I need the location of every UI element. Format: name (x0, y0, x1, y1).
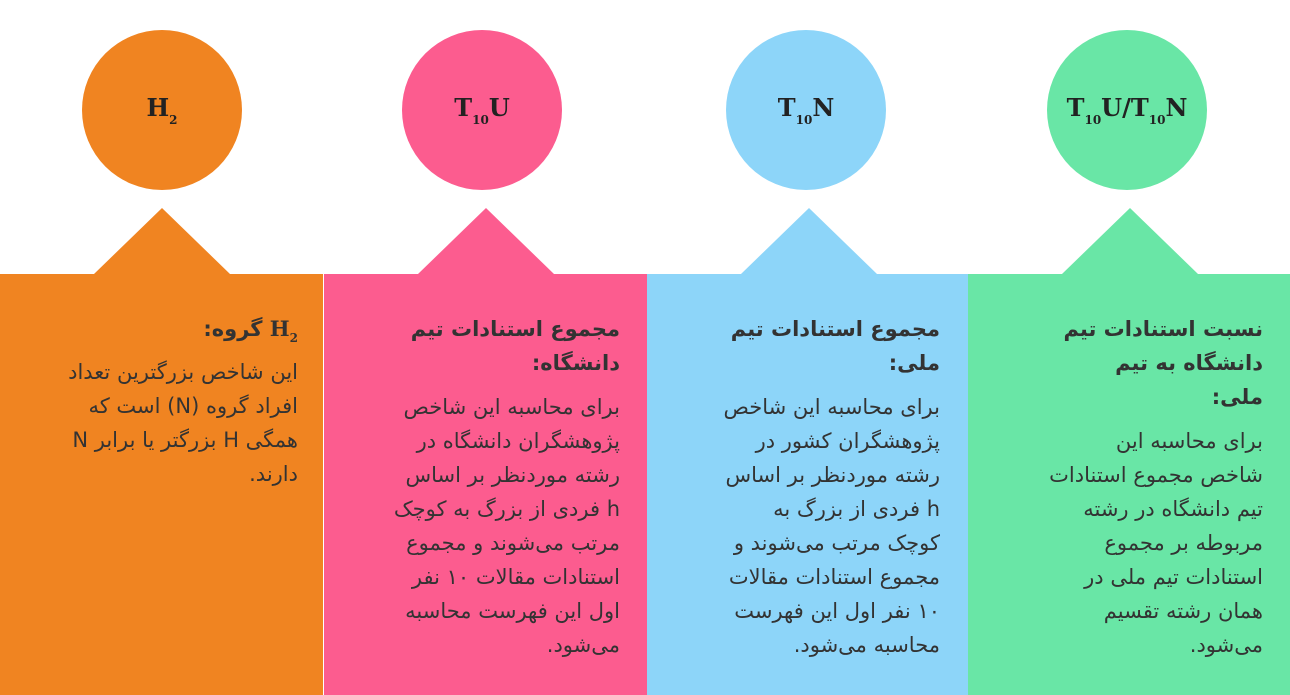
h2-panel-title: $H_2$ گروه: (203, 316, 298, 345)
h2-circle-label: $H_2$ (146, 93, 178, 127)
t10u-panel (324, 274, 647, 695)
ratio-circle-label: $T_{10}U/T_{10}N$ (1066, 93, 1188, 127)
t10u-panel-body: برای محاسبه این شاخص پژوهشگران دانشگاه در رشته موردنظر بر اساس h فردی از بزرگ به کوچک مرتب می‌شوند و مجموع استنادات مقالات ۱۰ نفر اول این فهرست محاسبه می‌شود. (393, 395, 620, 657)
t10u-panel-content (388, 312, 620, 662)
t10n-panel-content (680, 312, 940, 662)
ratio-circle (1047, 30, 1207, 190)
t10n-circle (726, 30, 886, 190)
t10u-panel-pointer (418, 208, 554, 274)
t10u-circle (402, 30, 562, 190)
ratio-panel-body: برای محاسبه این شاخص مجموع استنادات تیم دانشگاه در رشته مربوطه بر مجموع استنادات تیم ملی در همان رشته تقسیم می‌شود. (1049, 429, 1263, 657)
h2-panel-pointer (94, 208, 230, 274)
t10n-panel-title: مجموع استنادات تیم ملی: (730, 317, 940, 375)
h2-circle (82, 30, 242, 190)
ratio-panel-content (1023, 312, 1263, 662)
h2-panel-body: این شاخص بزرگترین تعداد افراد گروه (N) است که همگی H بزرگتر یا برابر N دارند. (68, 360, 298, 486)
h2-panel (0, 274, 323, 695)
t10n-panel-body: برای محاسبه این شاخص پژوهشگران کشور در رشته موردنظر بر اساس h فردی از بزرگ به کوچک مرتب می‌شوند و مجموع استنادات مقالات ۱۰ نفر اول این فهرست محاسبه می‌شود. (723, 395, 940, 657)
t10u-circle-label: $T_{10}U$ (454, 93, 510, 127)
h2-panel-content (48, 312, 298, 491)
t10n-panel-pointer (741, 208, 877, 274)
t10n-panel (647, 274, 970, 695)
t10u-panel-title: مجموع استنادات تیم دانشگاه: (410, 317, 620, 375)
ratio-panel (968, 274, 1290, 695)
ratio-panel-title: نسبت استنادات تیم دانشگاه به تیم ملی: (1063, 317, 1263, 409)
t10n-circle-label: $T_{10}N$ (777, 93, 835, 127)
ratio-panel-pointer (1062, 208, 1198, 274)
